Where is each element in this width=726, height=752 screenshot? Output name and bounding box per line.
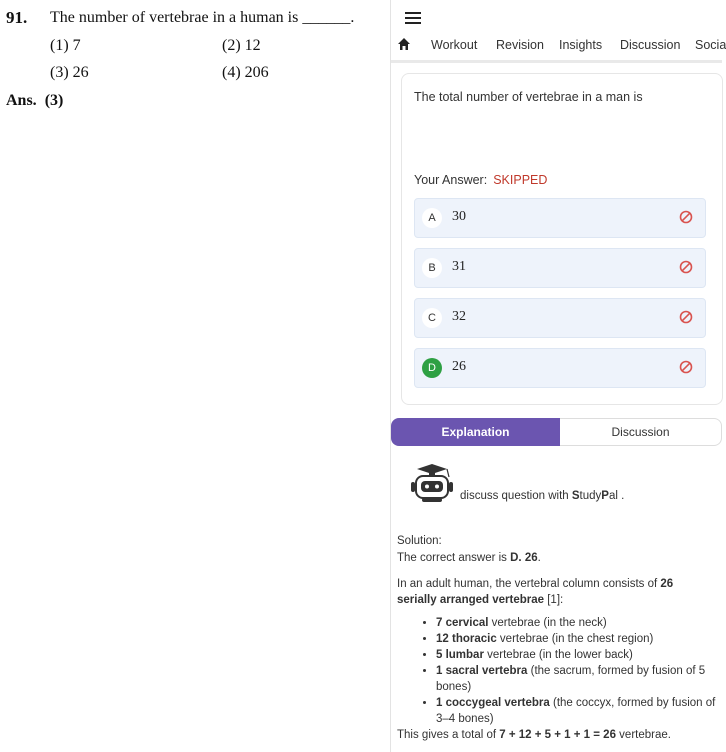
list-item: • 1 sacral vertebra (the sacrum, formed by fusion of 5 bones) bbox=[436, 663, 719, 695]
option-3: (3) 26 bbox=[50, 64, 89, 81]
blocked-icon bbox=[679, 360, 693, 374]
robot-graduate-icon bbox=[407, 463, 457, 503]
option-b[interactable] bbox=[414, 248, 706, 288]
home-icon[interactable] bbox=[397, 37, 411, 51]
question-number: 91. bbox=[6, 8, 28, 27]
explanation-toggle bbox=[391, 418, 722, 446]
option-1: (1) 7 bbox=[50, 37, 81, 54]
solution-total: This gives a total of 7 + 12 + 5 + 1 + 1 = 26 vertebrae. bbox=[397, 729, 671, 741]
nav-divider bbox=[391, 60, 722, 63]
question-text: The total number of vertebrae in a man is bbox=[414, 90, 643, 104]
list-item: • 1 coccygeal vertebra (the coccyx, formed by fusion of 3–4 bones) bbox=[436, 695, 719, 727]
your-answer: Your Answer: SKIPPED bbox=[414, 173, 548, 187]
option-value: 31 bbox=[452, 259, 466, 274]
answer-status: SKIPPED bbox=[493, 173, 548, 187]
tab-insights[interactable]: Insights bbox=[559, 38, 603, 52]
tab-revision[interactable]: Revision bbox=[496, 38, 544, 52]
option-a[interactable] bbox=[414, 198, 706, 238]
solution-paragraph: In an adult human, the vertebral column consists of 26 serially arranged vertebrae [1]: bbox=[397, 578, 674, 606]
tab-workout[interactable]: Workout bbox=[431, 38, 478, 52]
option-letter-correct: D bbox=[422, 358, 442, 378]
option-letter: A bbox=[422, 208, 442, 228]
blocked-icon bbox=[679, 310, 693, 324]
option-4: (4) 206 bbox=[222, 64, 269, 81]
option-d[interactable] bbox=[414, 348, 706, 388]
answer-line: Ans. (3) bbox=[6, 92, 64, 109]
top-nav bbox=[391, 32, 726, 60]
list-item: • 5 lumbar vertebrae (in the lower back) bbox=[436, 647, 719, 663]
tab-social[interactable]: Socia bbox=[695, 38, 726, 52]
hamburger-menu-icon[interactable] bbox=[405, 12, 421, 24]
studypal-prompt[interactable] bbox=[407, 463, 717, 508]
blocked-icon bbox=[679, 210, 693, 224]
option-value: 32 bbox=[452, 309, 466, 324]
list-item: • 7 cervical vertebrae (in the neck) bbox=[436, 615, 719, 631]
studypal-text: discuss question with StudyPal . bbox=[460, 490, 625, 502]
option-2: (2) 12 bbox=[222, 37, 261, 54]
solution-section bbox=[397, 533, 719, 743]
option-value: 30 bbox=[452, 209, 466, 224]
question-text: The number of vertebrae in a human is ______. bbox=[50, 9, 355, 26]
option-letter: C bbox=[422, 308, 442, 328]
option-letter: B bbox=[422, 258, 442, 278]
app-panel bbox=[390, 0, 726, 752]
option-value: 26 bbox=[452, 359, 466, 374]
solution-heading: Solution: bbox=[397, 535, 442, 547]
option-c[interactable] bbox=[414, 298, 706, 338]
tab-explanation[interactable]: Explanation bbox=[391, 418, 560, 446]
tab-discussion[interactable]: Discussion bbox=[620, 38, 681, 52]
list-item: • 12 thoracic vertebrae (in the chest region) bbox=[436, 631, 719, 647]
tab-discussion-toggle[interactable]: Discussion bbox=[560, 418, 722, 446]
solution-answer: The correct answer is D. 26. bbox=[397, 552, 541, 564]
question-card bbox=[401, 73, 723, 405]
blocked-icon bbox=[679, 260, 693, 274]
vertebrae-list bbox=[397, 615, 719, 727]
